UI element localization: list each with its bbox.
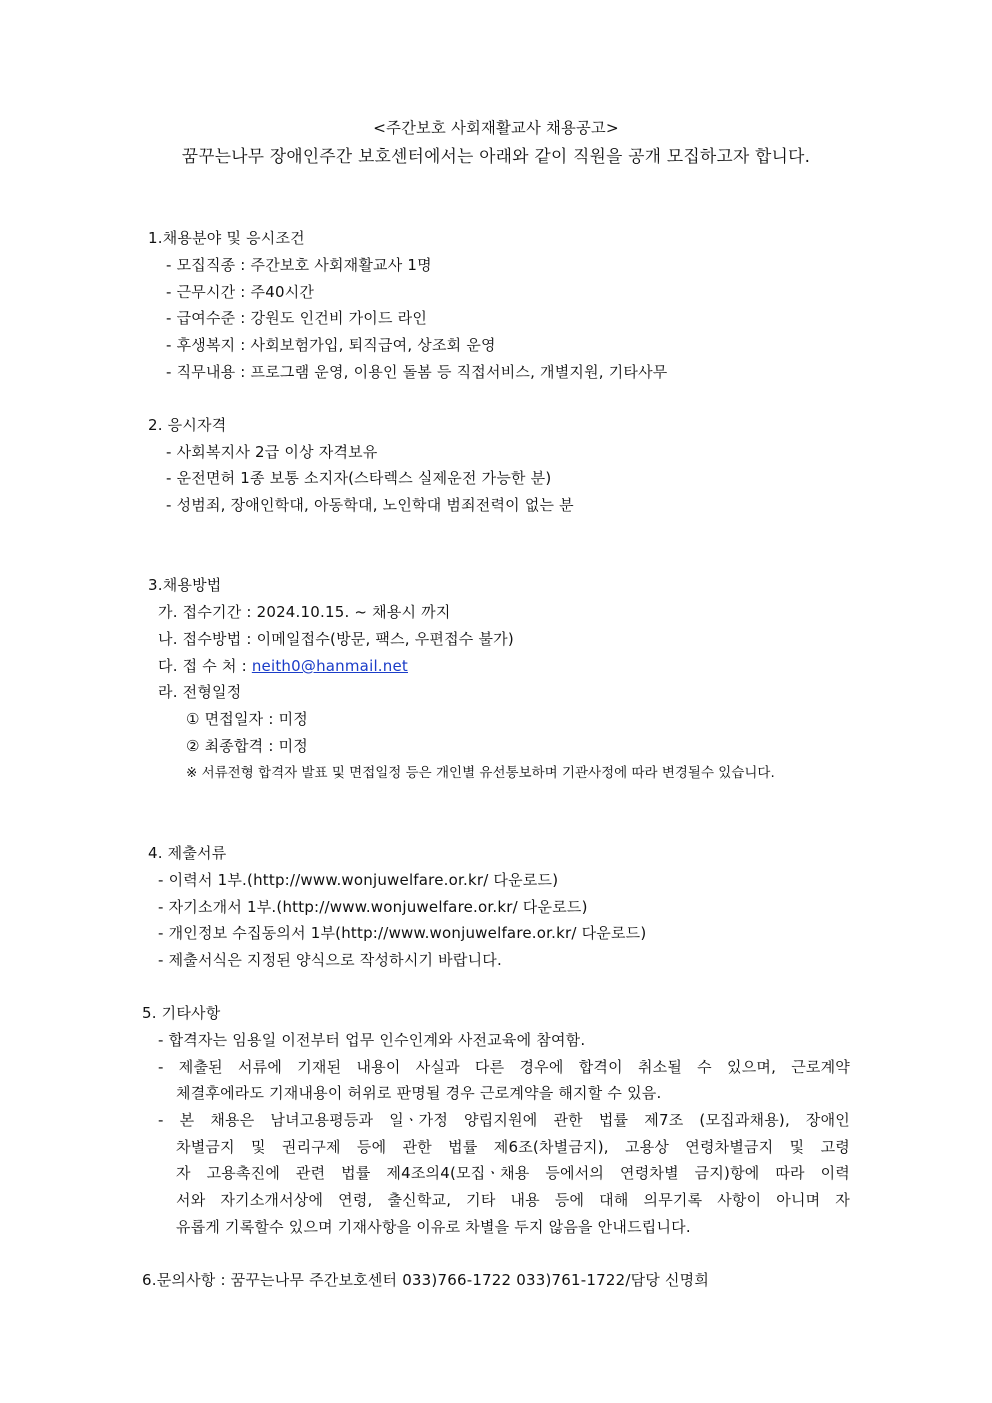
section5-item-continued: 유롭게 기록할수 있으며 기재사항을 이유로 차별을 두지 않음을 안내드립니다. [176, 1218, 691, 1236]
section4-item: - 자기소개서 1부.(http://www.wonjuwelfare.or.kr/ 다운로드) [158, 898, 588, 916]
section5-item-continued: 체결후에라도 기재내용이 허위로 판명될 경우 근로계약을 해지할 수 있음. [176, 1084, 662, 1102]
application-contact [158, 656, 408, 676]
section2-item: - 사회복지사 2급 이상 자격보유 [166, 443, 378, 461]
document-subtitle: 꿈꾸는나무 장애인주간 보호센터에서는 아래와 같이 직원을 공개 모집하고자 합니다. [181, 146, 811, 166]
section2-heading: 2. 응시자격 [148, 416, 227, 434]
section1-item: - 직무내용 : 프로그램 운영, 이용인 돌봄 등 직접서비스, 개별지원, 기타사무 [166, 363, 668, 381]
section5-item-continued: 차별금지 및 권리구제 등에 관한 법률 제6조(차별금지), 고용상 연령차별금지 및 고령 [176, 1138, 850, 1156]
section5-item-continued: 서와 자기소개서상에 연령, 출신학교, 기타 내용 등에 대해 의무기록 사항이 아니며 자 [176, 1191, 850, 1209]
section5-heading: 5. 기타사항 [142, 1004, 221, 1022]
section1-item: - 급여수준 : 강원도 인건비 가이드 라인 [166, 309, 428, 327]
section5-item: - 합격자는 임용일 이전부터 업무 인수인계와 사전교육에 참여함. [158, 1031, 586, 1049]
application-period: 가. 접수기간 : 2024.10.15. ~ 채용시 까지 [158, 603, 451, 621]
application-method: 나. 접수방법 : 이메일접수(방문, 팩스, 우편접수 불가) [158, 630, 514, 648]
schedule-note: ※ 서류전형 합격자 발표 및 면접일정 등은 개인별 유선통보하며 기관사정에 따라 변경될수 있습니다. [186, 765, 775, 781]
section1-heading: 1.채용분야 및 응시조건 [148, 229, 305, 247]
section3-heading: 3.채용방법 [148, 576, 222, 594]
section4-item: - 제출서식은 지정된 양식으로 작성하시기 바랍니다. [158, 951, 502, 969]
section2-item: - 운전면허 1종 보통 소지자(스타렉스 실제운전 가능한 분) [166, 469, 552, 487]
section4-item: - 이력서 1부.(http://www.wonjuwelfare.or.kr/ 다운로드) [158, 871, 559, 889]
section5-item: - 본 채용은 남녀고용평등과 일ㆍ가정 양립지원에 관한 법률 제7조 (모집과채용), 장애인 [158, 1111, 850, 1129]
schedule-item: ① 면접일자 : 미정 [186, 710, 308, 728]
section5-item-continued: 자 고용촉진에 관련 법률 제4조의4(모집ㆍ채용 등에서의 연령차별 금지)항에 따라 이력 [176, 1164, 850, 1182]
schedule-heading: 라. 전형일정 [158, 683, 242, 701]
section1-item: - 근무시간 : 주40시간 [166, 283, 315, 301]
section5-item: - 제출된 서류에 기재된 내용이 사실과 다른 경우에 합격이 취소될 수 있으며, 근로계약 [158, 1058, 850, 1076]
section4-item: - 개인정보 수집동의서 1부(http://www.wonjuwelfare.or.kr/ 다운로드) [158, 924, 647, 942]
section1-item: - 모집직종 : 주간보호 사회재활교사 1명 [166, 256, 432, 274]
contact-label: 다. 접 수 처 : [158, 657, 252, 675]
schedule-item: ② 최종합격 : 미정 [186, 737, 308, 755]
section2-item: - 성범죄, 장애인학대, 아동학대, 노인학대 범죄전력이 없는 분 [166, 496, 574, 514]
section1-item: - 후생복지 : 사회보험가입, 퇴직급여, 상조회 운영 [166, 336, 496, 354]
document-title: <주간보호 사회재활교사 채용공고> [373, 119, 619, 137]
section4-heading: 4. 제출서류 [148, 844, 227, 862]
contact-email-link[interactable]: neith0@hanmail.net [251, 657, 408, 675]
inquiry-line: 6.문의사항 : 꿈꾸는나무 주간보호센터 033)766-1722 033)761-1722/담당 신명희 [142, 1271, 710, 1289]
